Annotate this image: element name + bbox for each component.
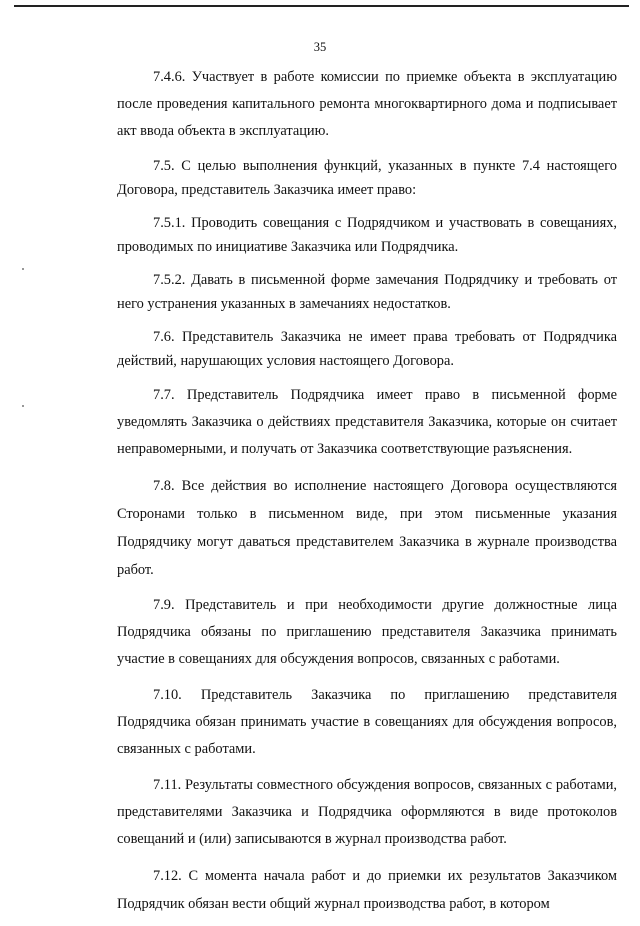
scan-speck (22, 268, 24, 270)
clause-7-9: 7.9. Представитель и при необходимости другие должностные лица Подрядчика обязаны по приглашению представителя Заказчика принимать участие в совещаниях для обсуждения вопросов, связанных с работами. (117, 597, 617, 667)
clause-7-10: 7.10. Представитель Заказчика по приглашению представителя Подрядчика обязан принимать участие в совещаниях для обсуждения вопросов, связанных с работами. (117, 687, 617, 757)
clause-7-5-2: 7.5.2. Давать в письменной форме замечания Подрядчику и требовать от него устранения указанных в замечаниях недостатков. (117, 272, 617, 312)
clause-7-4-6: 7.4.6. Участвует в работе комиссии по приемке объекта в эксплуатацию после проведения капитального ремонта многоквартирного дома и подписывает акт ввода объекта в эксплуатацию. (117, 69, 617, 139)
clause-7-8: 7.8. Все действия во исполнение настоящего Договора осуществляются Сторонами только в письменном виде, при этом письменные указания Подрядчику могут даваться представителем Заказчика в журнале производства работ. (117, 478, 617, 578)
clause-7-5-1: 7.5.1. Проводить совещания с Подрядчиком и участвовать в совещаниях, проводимых по инициативе Заказчика или Подрядчика. (117, 215, 617, 255)
scan-speck (22, 405, 24, 407)
page-number: 35 (313, 40, 327, 54)
clause-7-7: 7.7. Представитель Подрядчика имеет право в письменной форме уведомлять Заказчика о действиях представителя Заказчика, которые он считает неправомерными, и получать от Заказчика соответствующие разъяснения. (117, 387, 617, 457)
top-border-line (14, 5, 629, 7)
clause-7-11: 7.11. Результаты совместного обсуждения вопросов, связанных с работами, представителями Заказчика и Подрядчика оформляются в виде протоколов совещаний и (или) записываются в журнал производства работ. (117, 777, 617, 847)
document-body (117, 64, 617, 926)
clause-7-6: 7.6. Представитель Заказчика не имеет права требовать от Подрядчика действий, нарушающих условия настоящего Договора. (117, 329, 617, 369)
clause-7-12: 7.12. С момента начала работ и до приемки их результатов Заказчиком Подрядчик обязан вести общий журнал производства работ, в котором (117, 868, 617, 912)
clause-7-5: 7.5. С целью выполнения функций, указанных в пункте 7.4 настоящего Договора, представитель Заказчика имеет право: (117, 158, 617, 198)
